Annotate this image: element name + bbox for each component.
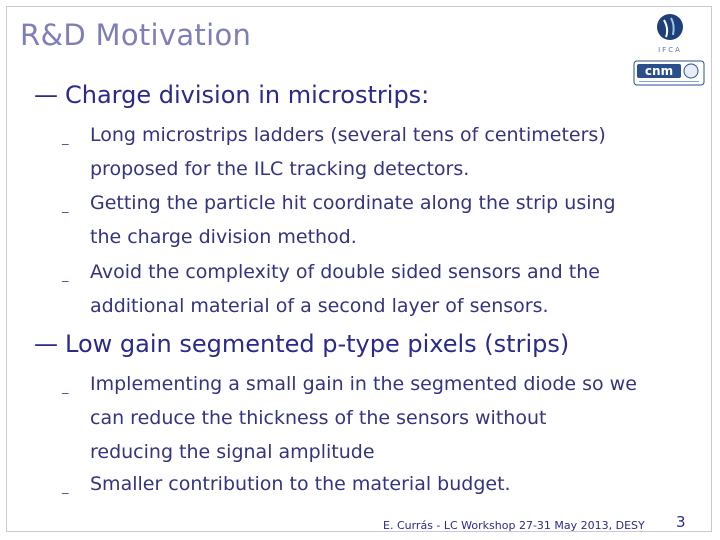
svg-text:IFCA: IFCA bbox=[658, 46, 682, 54]
ifca-logo bbox=[652, 11, 688, 55]
slide-footer: E. Currás - LC Workshop 27-31 May 2013, DESY bbox=[383, 519, 645, 532]
sub-bullet-text: Getting the particle hit coordinate along the strip using the charge division method. bbox=[90, 192, 616, 248]
svg-text:cnm: cnm bbox=[644, 64, 674, 78]
slide-title: R&D Motivation bbox=[20, 18, 252, 52]
sub-bullet-text: Implementing a small gain in the segmented diode so we can reduce the thickness of the sensors without reducing the signal amplitude bbox=[90, 373, 637, 463]
bullet-marker: — bbox=[34, 330, 58, 358]
sub-bullet-text: Long microstrips ladders (several tens of centimeters) proposed for the ILC tracking detectors. bbox=[90, 124, 606, 180]
bullet-text: Low gain segmented p-type pixels (strips) bbox=[65, 330, 570, 358]
sub-bullet-marker: _ bbox=[62, 480, 69, 495]
sub-bullet-marker: _ bbox=[62, 199, 69, 214]
sub-bullet-marker: _ bbox=[62, 380, 69, 395]
sub-bullet-marker: _ bbox=[62, 131, 69, 146]
cnm-logo bbox=[633, 60, 705, 86]
page-number: 3 bbox=[676, 513, 686, 531]
sub-bullet-text: Avoid the complexity of double sided sensors and the additional material of a second layer of sensors. bbox=[90, 261, 600, 317]
sub-bullet-marker: _ bbox=[62, 268, 69, 283]
bullet-marker: — bbox=[34, 81, 58, 109]
sub-bullet-text: Smaller contribution to the material budget. bbox=[90, 473, 511, 495]
bullet-text: Charge division in microstrips: bbox=[65, 81, 430, 109]
